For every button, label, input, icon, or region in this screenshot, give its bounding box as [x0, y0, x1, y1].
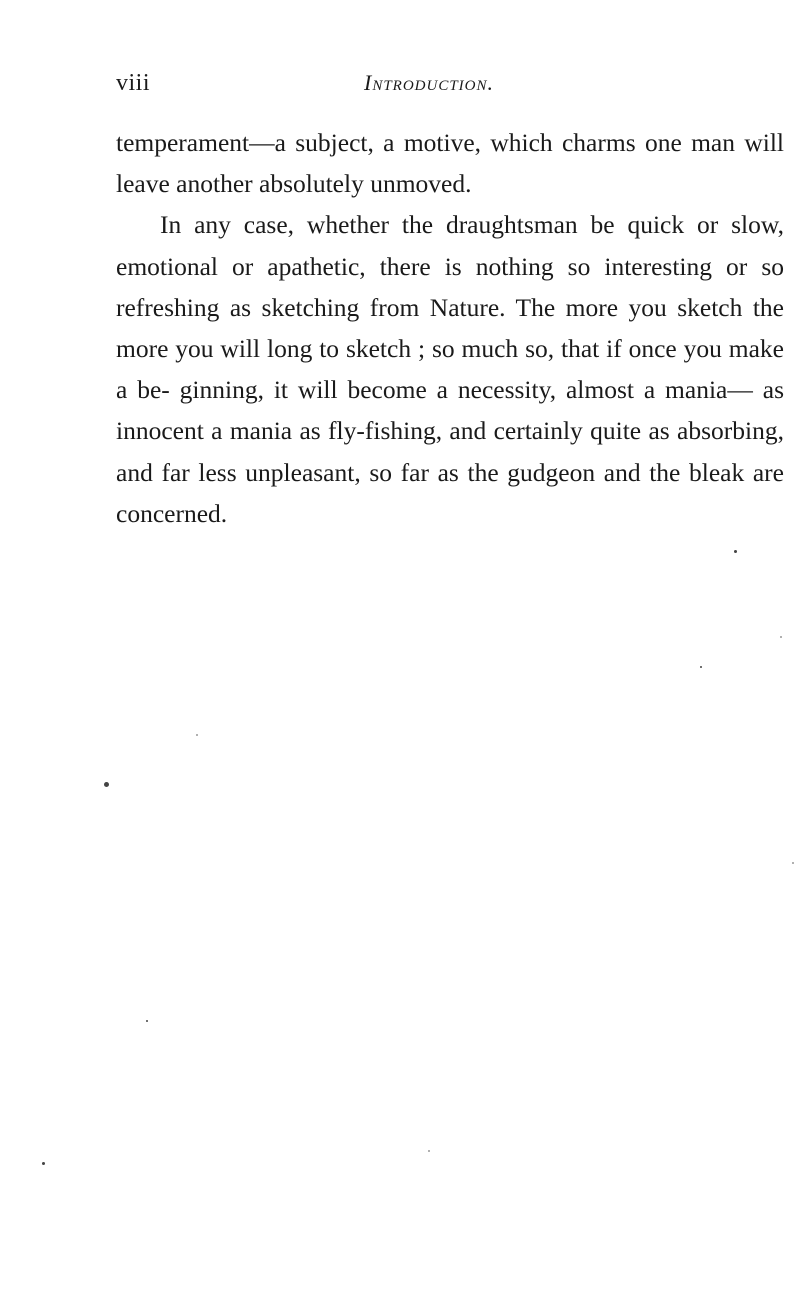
- print-speck: [196, 734, 198, 736]
- print-speck: [792, 862, 794, 864]
- page-header: [116, 68, 782, 102]
- print-speck: [42, 1162, 45, 1165]
- print-speck: [700, 666, 702, 668]
- paragraph-continued: temperament—a subject, a motive, which charms one man will leave another absolutely unmoved.: [116, 128, 784, 199]
- running-head: Introduction.: [364, 70, 495, 95]
- print-speck: [104, 782, 109, 787]
- print-speck: [734, 550, 737, 553]
- print-speck: [780, 636, 782, 638]
- print-speck: [428, 1150, 430, 1152]
- page-number: viii: [116, 70, 151, 96]
- page-body: [116, 122, 784, 534]
- print-speck: [146, 1020, 148, 1022]
- paragraph: In any case, whether the draughtsman be quick or slow, emotional or apathetic, there is nothing so interesting or so refreshing as sketching from Nature. The more you sketch the more you will long to sketch ; so much so, that if once you make a be- ginning, it will become a necessity, almost a mania— as innocent a mania as fly-fishing, and certainly quite as absorbing, and far less unpleasant, so far as the gudgeon and the bleak are concerned.: [116, 210, 784, 528]
